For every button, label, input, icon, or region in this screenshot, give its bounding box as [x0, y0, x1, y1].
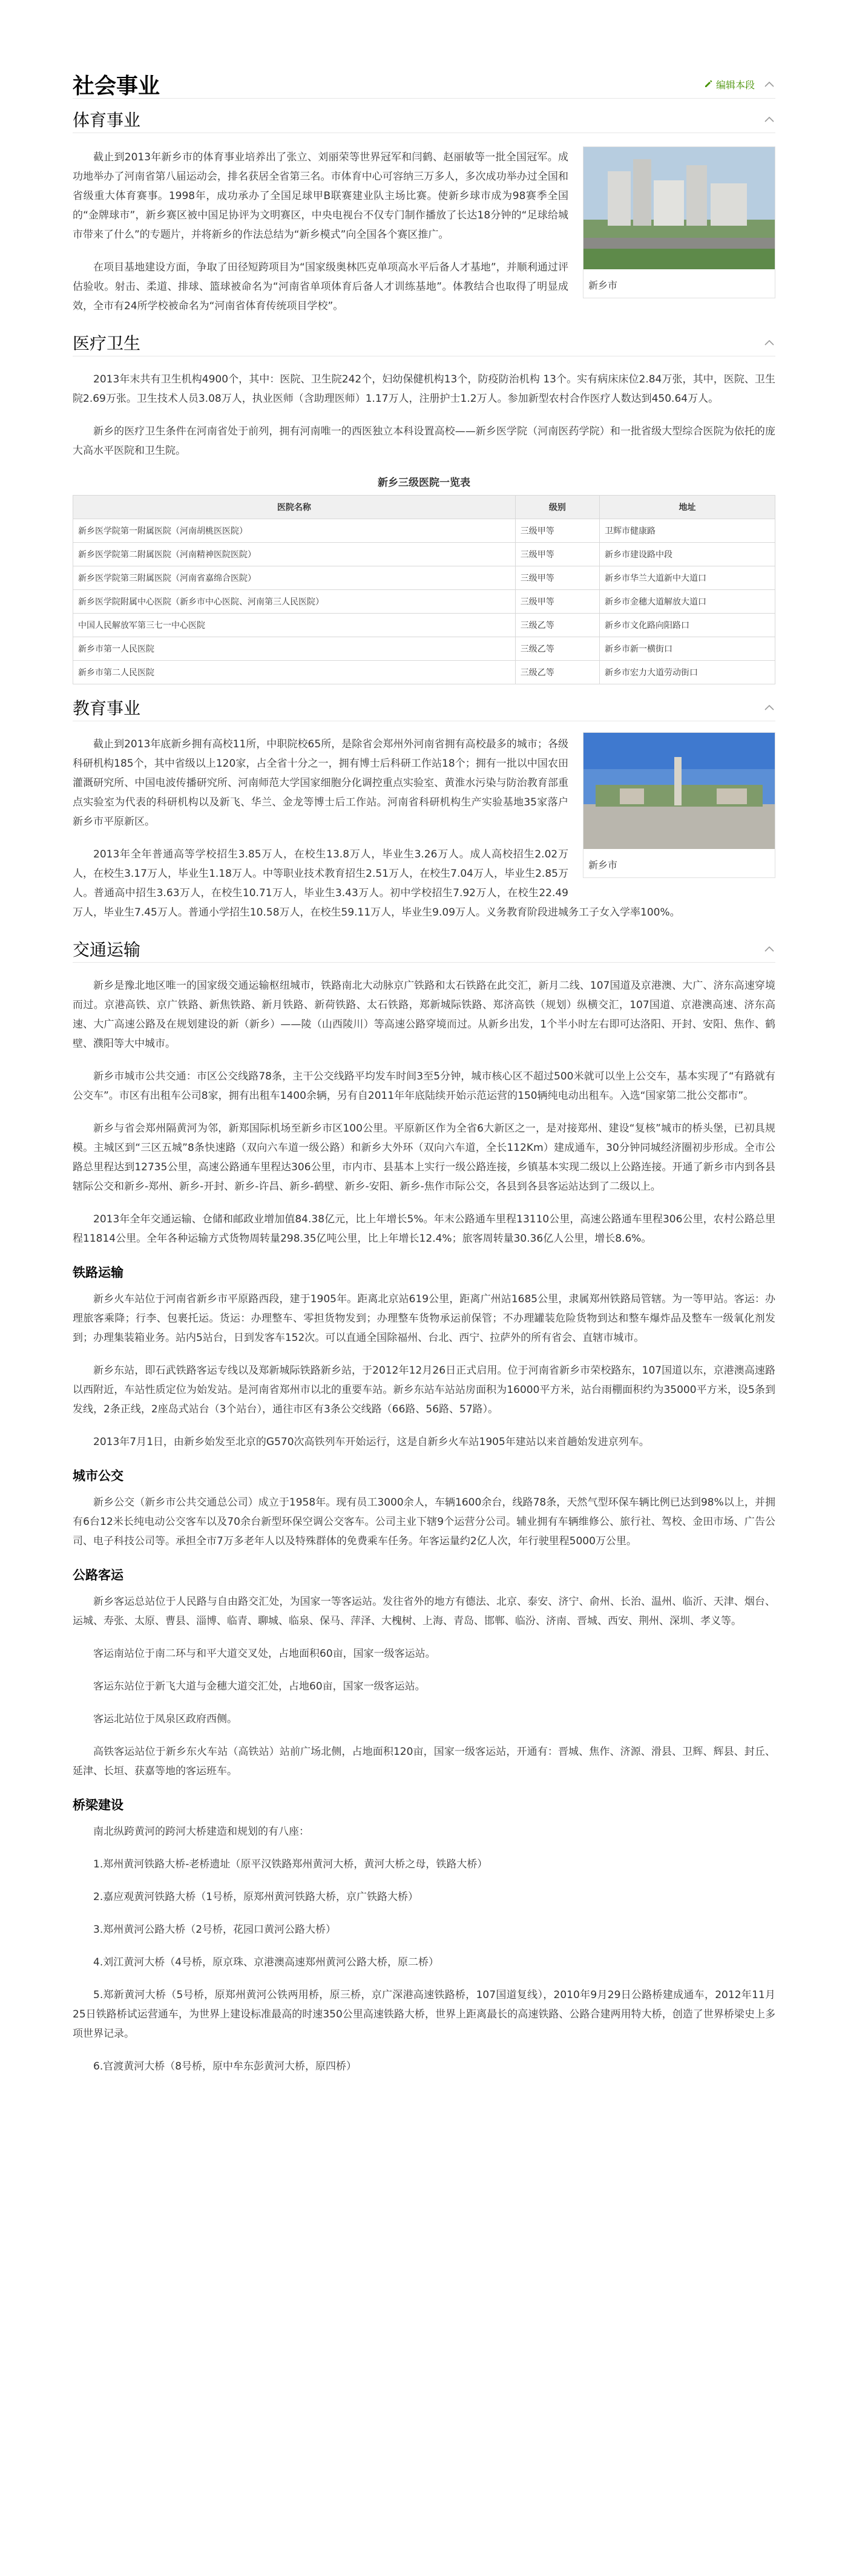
hospital-table-caption: 新乡三级医院一览表 — [378, 477, 470, 489]
medical-section-header — [73, 329, 775, 356]
rail-para-1: 新乡火车站位于河南省新乡市平原路西段，建于1905年。距离北京站619公里，距离广州站1685公里，隶属郑州铁路局管辖。为一等甲站。客运：办理旅客乘降；行李、包裹托运。货运：办理整车、零担货物发到；办理整车货物承运前保管；不办理罐装危险货物到达和整车爆炸品及整车一级氧化剂发到；办理集装箱业务。站内5站台，日到发客车152次。可以直通全国除福州、台北、西宁、拉萨外的所有省会、直辖市城市。 — [73, 1293, 775, 1344]
coach-para-3: 客运东站位于新飞大道与金穗大道交汇处，占地60亩，国家一级客运站。 — [93, 1680, 426, 1693]
edit-section-link[interactable] — [704, 77, 755, 91]
hospital-address: 卫辉市健康路 — [599, 519, 775, 543]
education-figure-caption: 新乡市 — [588, 859, 618, 871]
hospital-table — [73, 495, 775, 684]
pencil-icon — [704, 80, 712, 88]
coach-para-4: 客运北站位于凤泉区政府西侧。 — [93, 1713, 237, 1725]
transport-para-4: 2013年全年交通运输、仓储和邮政业增加值84.38亿元，比上年增长5%。年末公路通车里程13110公里，高速公路通车里程306公里，农村公路总里程11814公里。全年各种运输方式货物周转量298.35亿吨公里，比上年增长12.4%；旅客周转量30.36亿人公里，增长8.6%。 — [73, 1213, 775, 1245]
education-para-1: 截止到2013年底新乡拥有高校11所，中职院校65所，是除省会郑州外河南省拥有高校最多的城市；各级科研机构185个，其中省级以上120家，占全省十分之一，拥有博士后科研工作站18个；拥有一批以中国农田灌溉研究所、中国电波传播研究所、河南师范大学国家细胞分化调控重点实验室、黄淮水污染与防治教育部重点实验室为代表的科研机构以及新飞、华兰、金龙等博士后工作站。河南省科研机构生产实验基地35家落户新乡市平原新区。 — [73, 738, 568, 828]
medical-section-body — [73, 370, 775, 684]
hospital-address: 新乡市金穗大道解放大道口 — [599, 590, 775, 614]
hospital-level: 三级甲等 — [515, 519, 599, 543]
coach-subheading: 公路客运 — [73, 1568, 123, 1582]
edit-controls — [704, 77, 775, 91]
coach-para-1: 新乡客运总站位于人民路与自由路交汇处，为国家一等客运站。发往省外的地方有德法、北京、泰安、济宁、俞州、长治、温州、临沂、天津、烟台、运城、寿张、太原、曹县、淄博、临青、聊城、临泉、保马、萍泽、大槐树、上海、青岛、邯郸、临汾、济南、晋城、西安、荆州、深圳、孝义等。 — [73, 1596, 775, 1627]
hospital-name: 新乡医学院第二附属医院（河南精神医院医院） — [73, 543, 516, 566]
education-para-2: 2013年全年普通高等学校招生3.85万人，在校生13.8万人，毕业生3.26万人。成人高校招生2.02万人，在校生3.17万人，毕业生1.18万人。中等职业技术教育招生2.51万人，在校生7.04万人，毕业生2.85万人。普通高中招生3.63万人，在校生10.71万人，毕业生3.43万人。初中学校招生7.92万人，在校生22.49万人，毕业生7.45万人。普通小学招生10.58万人，在校生59.11万人，毕业生9.09万人。义务教育阶段进城务工子女入学率100%。 — [73, 848, 680, 919]
medical-heading: 医疗卫生 — [73, 333, 141, 353]
bridge-intro: 南北纵跨黄河的跨河大桥建造和规划的有八座： — [93, 1826, 309, 1838]
hospital-name: 新乡医学院附属中心医院（新乡市中心医院、河南第三人民医院） — [73, 590, 516, 614]
hospital-name: 新乡医学院第三附属医院（河南省嘉绵合医院） — [73, 566, 516, 590]
education-heading: 教育事业 — [73, 698, 141, 718]
bridge-item: 5.郑新黄河大桥（5号桥，原郑州黄河公铁两用桥，原三桥，京广深港高速铁路桥，107国道复线），2010年9月29日公路桥建成通车，2012年11月25日铁路桥试运营通车，为世界上建设标准最高的时速350公里高速铁路大桥，世界上距离最长的高速铁路、公路合建两用特大桥，创造了世界桥梁史上多项世界记录。 — [73, 1989, 775, 2040]
rail-para-3: 2013年7月1日，由新乡始发至北京的G570次高铁列车开始运行，这是自新乡火车站1905年建站以来首趟始发进京列车。 — [93, 1436, 649, 1448]
edit-label: 编辑本段 — [715, 79, 755, 91]
sports-para-2: 在项目基地建设方面，争取了田径短跨项目为“国家级奥林匹克单项高水平后备人才基地”，并顺利通过评估验收。射击、柔道、排球、篮球被命名为“河南省单项体育后备人才训练基地”。体教结合也取得了明显成效，全市有24所学校被命名为“河南省体育传统项目学校”。 — [73, 261, 568, 312]
hospital-address: 新乡市文化路向阳路口 — [599, 614, 775, 637]
rail-para-2: 新乡东站，即石武铁路客运专线以及郑新城际铁路新乡站，于2012年12月26日正式启用。位于河南省新乡市荣校路东，107国道以东，京港澳高速路以西附近，车站性质定位为始发站。是河南省郑州市以北的重要车站。新乡东站车站站房面积为16000平方米，站台雨棚面积约为35000平方米，设5条到发线，2条正线，2座岛式站台（3个站台），通往市区有3条公交线路（66路、56路、57路）。 — [73, 1365, 775, 1415]
table-row — [73, 590, 775, 614]
transport-para-1: 新乡是豫北地区唯一的国家级交通运输枢纽城市，铁路南北大动脉京广铁路和太石铁路在此交汇，新月二线、107国道及京港澳、大广、济东高速穿境而过。京港高铁、京广铁路、新焦铁路、新月铁路、新荷铁路、太石铁路，郑新城际铁路、郑济高铁（规划）纵横交汇，107国道、京港澳高速、济东高速、大广高速公路及在规划建设的新（新乡）——陵（山西陵川）等高速公路穿境而过。从新乡出发，1个半小时左右即可达洛阳、开封、安阳、焦作、鹤壁、濮阳等大中城市。 — [73, 980, 775, 1050]
table-row — [73, 614, 775, 637]
table-row — [73, 543, 775, 566]
hospital-level: 三级甲等 — [515, 590, 599, 614]
transport-heading: 交通运输 — [73, 940, 141, 960]
collapse-chevron-icon[interactable] — [763, 703, 775, 712]
hospital-level: 三级乙等 — [515, 614, 599, 637]
sports-section-header — [73, 106, 775, 133]
hospital-address: 新乡市建设路中段 — [599, 543, 775, 566]
bridge-item: 6.官渡黄河大桥（8号桥，原中牟东彭黄河大桥，原四桥） — [93, 2060, 357, 2073]
education-figure[interactable] — [583, 732, 775, 878]
table-row — [73, 637, 775, 661]
city-skyline-photo — [583, 147, 775, 269]
table-row — [73, 661, 775, 684]
table-header-row — [73, 496, 775, 519]
hospital-address: 新乡市新一横街口 — [599, 637, 775, 661]
table-row — [73, 519, 775, 543]
collapse-chevron-icon[interactable] — [763, 945, 775, 953]
transport-para-2: 新乡市城市公共交通：市区公交线路78条，主干公交线路平均发车时间3至5分钟，城市核心区不超过500米就可以坐上公交车，基本实现了“有路就有公交车”。市区有出租车公司8家，拥有出租车1400余辆，另有自2011年年底陆续开始示范运营的150辆纯电动出租车。入选“国家第二批公交都市”。 — [73, 1070, 775, 1102]
transport-para-3: 新乡与省会郑州隔黄河为邻，新郑国际机场至新乡市区100公里。平原新区作为全省6大新区之一，是对接郑州、建设“复核”城市的桥头堡，已初具规模。主城区到“三区五城”8条快速路（双向六车道一级公路）和新乡大外环（双向六车道，全长112Km）建成通车，30分钟同城经济圈初步形成。全市公路总里程达到12735公里，高速公路通车里程达306公里，市内市、县基本上实行一级公路连接，乡镇基本实现二级以上公路连接。开通了新乡市内到各县辖际公交和新乡-郑州、新乡-开封、新乡-许昌、新乡-鹤壁、新乡-安阳、新乡-焦作市际公交，各县到各县客运站达到了二级以上。 — [73, 1122, 775, 1193]
city-square-photo — [583, 733, 775, 849]
hospital-level: 三级乙等 — [515, 661, 599, 684]
top-title-row — [73, 70, 775, 99]
hospital-level: 三级甲等 — [515, 543, 599, 566]
hospital-name: 新乡医学院第一附属医院（河南胡桃医医院） — [73, 519, 516, 543]
sports-section-body — [73, 148, 775, 329]
page-title: 社会事业 — [73, 73, 160, 99]
collapse-chevron-icon[interactable] — [763, 338, 775, 347]
hospital-address: 新乡市宏力大道劳动街口 — [599, 661, 775, 684]
hospital-address: 新乡市华兰大道新中大道口 — [599, 566, 775, 590]
medical-para-2: 新乡的医疗卫生条件在河南省处于前列，拥有河南唯一的西医独立本科设置高校——新乡医学院（河南医药学院）和一批省级大型综合医院为依托的庞大高水平医院和卫生院。 — [73, 425, 775, 457]
bridge-item: 4.刘江黄河大桥（4号桥，原京珠、京港澳高速郑州黄河公路大桥，原二桥） — [93, 1956, 439, 1968]
bridge-item: 2.嘉应观黄河铁路大桥（1号桥，原郑州黄河铁路大桥，京广铁路大桥） — [93, 1891, 419, 1903]
education-section-header — [73, 694, 775, 721]
column-header-level: 级别 — [515, 496, 599, 519]
collapse-chevron-icon[interactable] — [763, 115, 775, 123]
transport-section-header — [73, 936, 775, 963]
bridge-item: 3.郑州黄河公路大桥（2号桥，花园口黄河公路大桥） — [93, 1924, 337, 1936]
bus-para: 新乡公交（新乡市公共交通总公司）成立于1958年。现有员工3000余人，车辆1600余台，线路78条，天然气型环保车辆比例已达到98%以上，并拥有6台12米长纯电动公交客车以及70余台新型环保空调公交客车。公司主业下辖9个运营分公司。辅业拥有车辆维修公、旅行社、驾校、金田市场、广告公司、电子科技公司等。承担全市7万多老年人以及特殊群体的免费乘车任务。年客运量约2亿人次，年行驶里程5000万公里。 — [73, 1496, 775, 1547]
hospital-level: 三级甲等 — [515, 566, 599, 590]
hospital-level: 三级乙等 — [515, 637, 599, 661]
column-header-name: 医院名称 — [73, 496, 516, 519]
bus-subheading: 城市公交 — [73, 1469, 123, 1483]
coach-para-2: 客运南站位于南二环与和平大道交叉处，占地面积60亩，国家一级客运站。 — [93, 1648, 436, 1660]
table-row — [73, 566, 775, 590]
column-header-address: 地址 — [599, 496, 775, 519]
education-section-body — [73, 735, 775, 936]
transport-section-body — [73, 976, 775, 2076]
sports-para-1: 截止到2013年新乡市的体育事业培养出了张立、刘丽荣等世界冠军和闫鹤、赵丽敏等一批全国冠军。成功地举办了河南省第八届运动会，排名获居全省第三名。市体育中心可容纳三万多人，多次成功举办过全国和省级重大体育赛事。1998年，成功承办了全国足球甲B联赛建业队主场比赛。使新乡球市成为98赛季全国的“金牌球市”，新乡赛区被中国足协评为文明赛区，中央电视台不仅专门制作播放了长达18分钟的“足球给城市带来了什么”的专题片，并将新乡的作法总结为“新乡模式”向全国各个赛区推广。 — [73, 151, 568, 241]
sports-heading: 体育事业 — [73, 110, 141, 130]
hospital-name: 新乡市第一人民医院 — [73, 637, 516, 661]
rail-subheading: 铁路运输 — [73, 1265, 123, 1280]
bridge-subheading: 桥梁建设 — [73, 1798, 123, 1812]
collapse-chevron-icon[interactable] — [763, 80, 775, 88]
sports-figure[interactable] — [583, 146, 775, 298]
sports-figure-caption: 新乡市 — [588, 280, 618, 291]
hospital-name: 中国人民解放军第三七一中心医院 — [73, 614, 516, 637]
coach-para-5: 高铁客运站位于新乡东火车站（高铁站）站前广场北侧，占地面积120亩，国家一级客运站，开通有：晋城、焦作、济源、滑县、卫辉、辉县、封丘、延津、长垣、获嘉等地的客运班车。 — [73, 1746, 775, 1777]
medical-para-1: 2013年末共有卫生机构4900个，其中：医院、卫生院242个，妇幼保健机构13个，防疫防治机构 13个。实有病床床位2.84万张，其中，医院、卫生院2.69万张。卫生技术人员3.08万人，执业医师（含助理医师）1.17万人，注册护士1.2万人。参加新型农村合作医疗人数达到450.64万人。 — [73, 373, 775, 405]
bridge-item: 1.郑州黄河铁路大桥-老桥遗址（原平汉铁路郑州黄河大桥，黄河大桥之母，铁路大桥） — [93, 1858, 488, 1870]
hospital-name: 新乡市第二人民医院 — [73, 661, 516, 684]
